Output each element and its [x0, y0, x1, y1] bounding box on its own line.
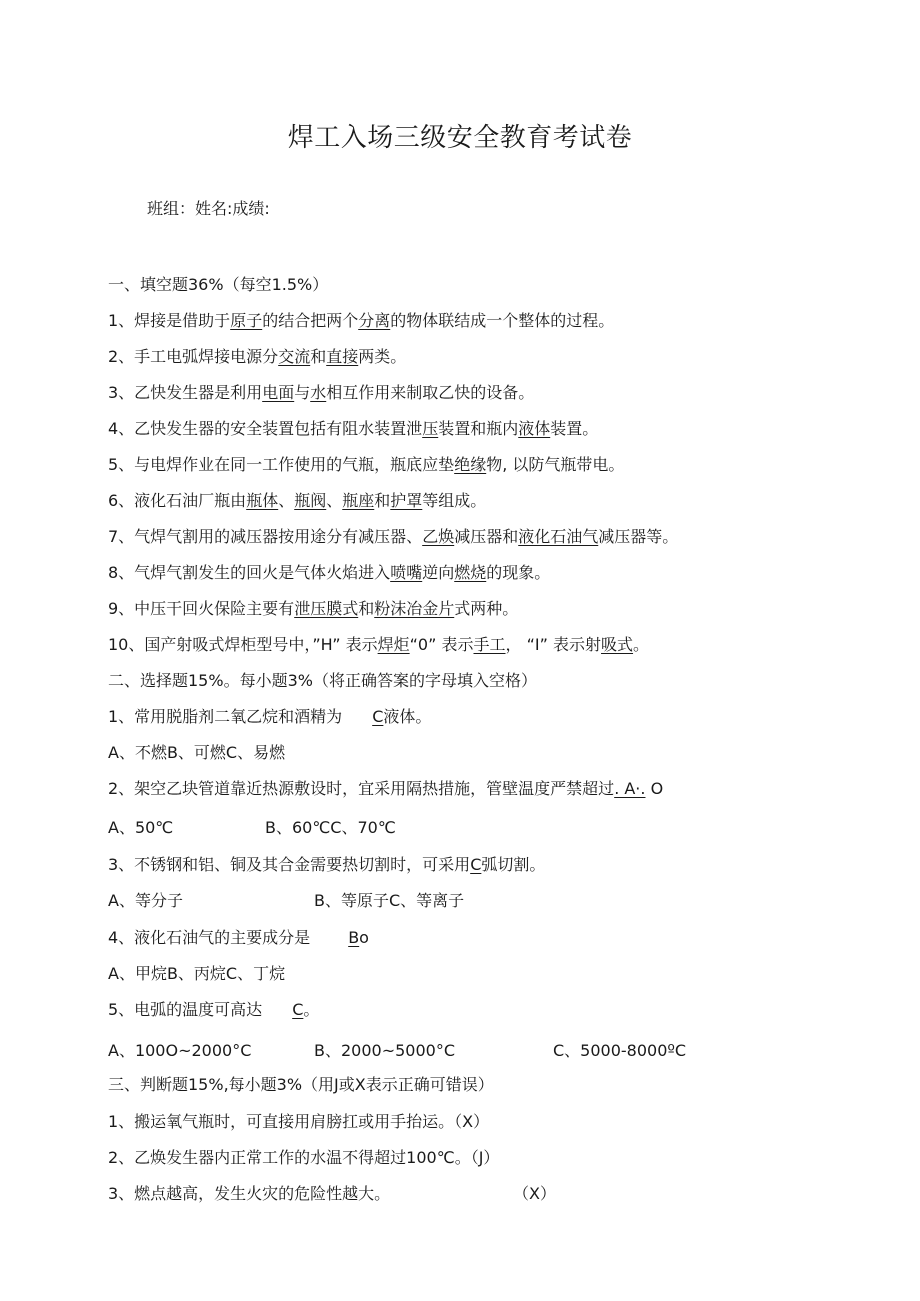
answer-mark: （X）	[513, 1184, 556, 1203]
question-2-3: 3、不锈钢和铝、铜及其合金需要热切割时，可采用C弧切割。	[108, 855, 546, 874]
question-2-1: 1、常用脱脂剂二氧乙烷和酒精为 C液体。	[108, 707, 432, 726]
answer-blank: . A·.	[614, 779, 646, 798]
question-2-2: 2、架空乙块管道靠近热源敷设时，宜采用隔热措施，管壁温度严禁超过. A·. O	[108, 779, 664, 798]
answer-blank: 分离	[358, 311, 391, 330]
options-2-4: A、甲烷B、丙烷C、丁烷	[108, 964, 286, 983]
answer-blank: 乙焕	[422, 527, 455, 546]
question-3-1: 1、搬运氧气瓶时，可直接用肩膀扛或用手抬运。（X）	[108, 1112, 490, 1131]
answer-blank: 护罩	[390, 491, 423, 510]
answer-blank: 瓶阀	[294, 491, 327, 510]
question-1-7: 7、气焊气割用的减压器按用途分有减压器、乙焕减压器和液化石油气减压器等。	[108, 527, 679, 546]
student-info-line: 班组：姓名:成绩:	[147, 199, 270, 218]
question-1-1: 1、焊接是借助于原子的结合把两个分离的物体联结成一个整体的过程。	[108, 311, 615, 330]
answer-blank: C	[372, 707, 384, 726]
answer-blank: 焊炬	[377, 635, 410, 654]
answer-blank: 液体	[518, 419, 551, 438]
answer-blank: 绝缘	[454, 455, 487, 474]
answer-blank: 电面	[262, 383, 295, 402]
section-3-heading: 三、判断题15%,每小题3%（用J或X表示正确可错误）	[108, 1075, 494, 1094]
question-2-5: 5、电弧的温度可高达 C。	[108, 1000, 320, 1019]
question-3-2: 2、乙焕发生器内正常工作的水温不得超过100℃。（J）	[108, 1148, 500, 1167]
page-title: 焊工入场三级安全教育考试卷	[287, 123, 633, 153]
options-2-1: A、不燃B、可燃C、易燃	[108, 743, 286, 762]
answer-blank: 手工	[473, 635, 506, 654]
answer-blank: 水	[310, 383, 327, 402]
question-1-6: 6、液化石油厂瓶由瓶体、瓶阀、瓶座和护罩等组成。	[108, 491, 487, 510]
answer-blank: C	[292, 1000, 304, 1019]
question-1-8: 8、气焊气割发生的回火是气体火焰进入喷嘴逆向燃烧的现象。	[108, 563, 551, 582]
section-2-heading: 二、选择题15%。每小题3%（将正确答案的字母填入空格）	[108, 671, 537, 690]
answer-blank: B	[348, 928, 360, 947]
answer-blank: 原子	[230, 311, 263, 330]
answer-blank: 直接	[326, 347, 359, 366]
answer-blank: 瓶体	[246, 491, 279, 510]
answer-blank: 粉沫冶金片	[374, 599, 455, 618]
question-1-9: 9、中压干回火保险主要有泄压膜式和粉沫冶金片式两种。	[108, 599, 519, 618]
question-1-2: 2、手工电弧焊接电源分交流和直接两类。	[108, 347, 407, 366]
answer-blank: 瓶座	[342, 491, 375, 510]
answer-blank: 压	[422, 419, 439, 438]
question-1-3: 3、乙快发生器是利用电面与水相互作用来制取乙快的设备。	[108, 383, 535, 402]
answer-blank: 液化石油气	[518, 527, 599, 546]
question-1-10: 10、国产射吸式焊柜型号中，”H” 表示焊炬“0” 表示手工， “I” 表示射吸式。	[108, 635, 650, 654]
question-1-5: 5、与电焊作业在同一工作使用的气瓶，瓶底应垫绝缘物, 以防气瓶带电。	[108, 455, 625, 474]
answer-blank: 交流	[278, 347, 311, 366]
question-2-4: 4、液化石油气的主要成分是 Bo	[108, 928, 369, 947]
answer-blank: C	[470, 855, 482, 874]
answer-blank: 喷嘴	[390, 563, 423, 582]
answer-blank: 泄压膜式	[294, 599, 359, 618]
section-1-heading: 一、填空题36%（每空1.5%）	[108, 275, 329, 294]
answer-blank: 吸式	[601, 635, 634, 654]
answer-blank: 燃烧	[454, 563, 487, 582]
question-1-4: 4、乙快发生器的安全装置包括有阻水装置泄压装置和瓶内液体装置。	[108, 419, 599, 438]
